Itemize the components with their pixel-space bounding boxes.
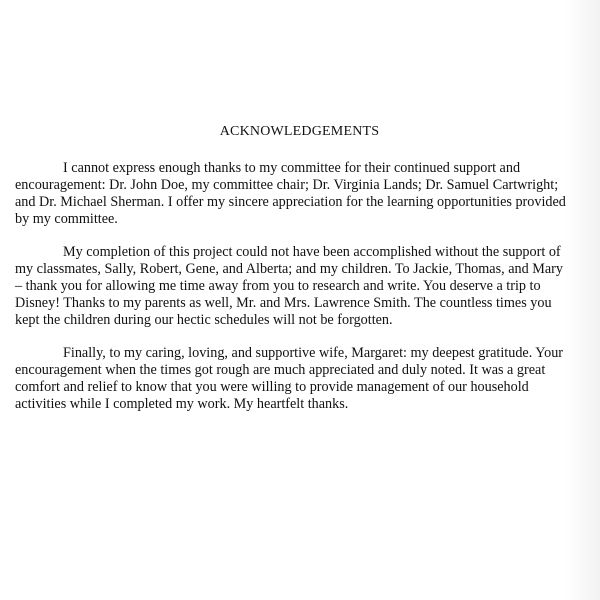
page-title: ACKNOWLEDGEMENTS [219,124,380,139]
paragraph-line: Disney! Thanks to my parents as well, Mr. and Mrs. Lawrence Smith. The countless times you [15,295,552,311]
paragraph-line: – thank you for allowing me time away from you to research and write. You deserve a trip to [15,278,541,294]
paragraph-line: I cannot express enough thanks to my committee for their continued support and [63,160,521,176]
paragraph-line: my classmates, Sally, Robert, Gene, and Alberta; and my children. To Jackie, Thomas, and Mary [15,261,563,277]
paragraph-line: by my committee. [15,211,118,227]
paragraph-line: encouragement: Dr. John Doe, my committee chair; Dr. Virginia Lands; Dr. Samuel Cartwright; [15,177,559,193]
paragraph-line: comfort and relief to know that you were willing to provide management of our household [15,379,529,395]
paragraph-line: activities while I completed my work. My heartfelt thanks. [15,396,349,412]
paragraph-line: and Dr. Michael Sherman. I offer my sincere appreciation for the learning opportunities provided [15,194,566,210]
paragraph-line: kept the children during our hectic schedules will not be forgotten. [15,312,393,328]
paragraph-committee [15,160,584,228]
paragraph-spouse [15,345,584,413]
paragraph-family [15,244,584,329]
paragraph-line: encouragement when the times got rough are much appreciated and duly noted. It was a great [15,362,546,378]
paragraph-line: Finally, to my caring, loving, and supportive wife, Margaret: my deepest gratitude. Your [63,345,564,361]
paragraph-line: My completion of this project could not have been accomplished without the support of [63,244,561,260]
